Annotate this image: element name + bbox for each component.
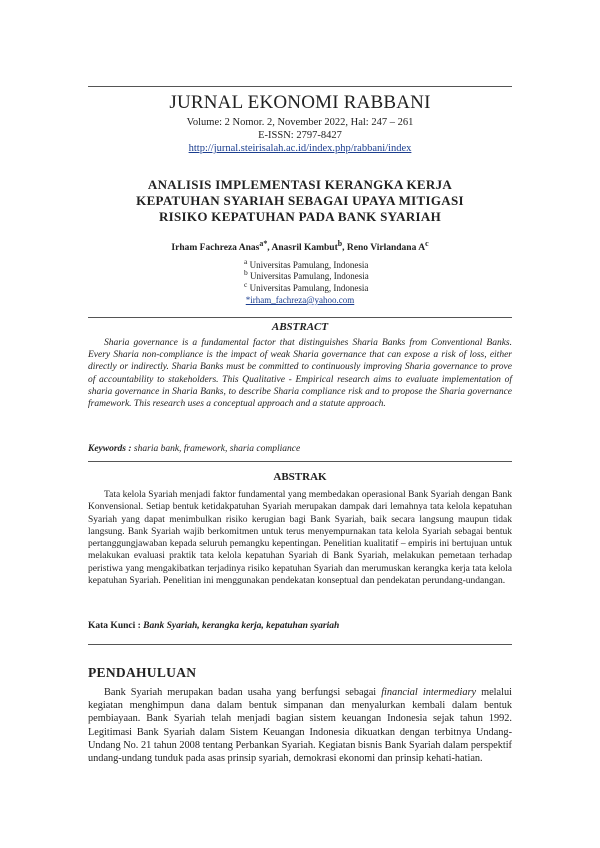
abstrak-indonesian-text: Tata kelola Syariah menjadi faktor fundamental yang membedakan operasional Bank Syariah dengan Bank Konvensional. Setiap bentuk ketidakpatuhan Syariah merupakan dampak dari lemahnya tata kelola kepatuhan Syariah yang dapat menimbulkan risiko kerugian bagi Bank Syariah, baik secara langsung maupun tidak langsung. Bank Syariah wajib berkomitmen untuk terus menyempurnakan tata kelola Syariah sebagai bentuk pertanggungjawaban kepada seluruh pemangku kepentingan. Penelitian kualitatif – empiris ini bertujuan untuk melakukan evaluasi praktik tata kelola kepatuhan Syariah di Bank Syariah, melakukan pemetaan terhadap peristiwa yang mengakibatkan terjadinya risiko kepatuhan Syariah dan merumuskan kerangka kerja tata kelola kepatuhan Syariah. Penelitian ini menggunakan pendekatan konseptual dan pendekatan perundang-undangan. <box>88 490 512 587</box>
abstrak-heading: ABSTRAK <box>273 471 327 483</box>
author-name: Irham Fachreza Anas <box>171 243 260 254</box>
author-superscript: b <box>337 239 343 248</box>
journal-name: JURNAL EKONOMI RABBANI <box>169 92 431 113</box>
affiliation-mark: c <box>244 280 248 289</box>
section-rule <box>88 644 512 645</box>
title-line: RISIKO KEPATUHAN PADA BANK SYARIAH <box>158 209 442 224</box>
author-superscript: c <box>425 239 429 248</box>
paragraph-text: melalui kegiatan menghimpun dana dalam bentuk simpanan dan menyalurkan kembali dalam bentuk pembiayaan. Bank Syariah telah menjadi bagian sistem keuangan Indonesia sejak tahun 1992. Legitimasi Bank Syariah dalam Sistem Keuangan Indonesia dikuatkan dengan terbitnya Undang-Undang No. 21 tahun 2008 tentang Perbankan Syariah. Kegiatan bisnis Bank Syariah dalam perspektif undang-undang tunduk pada asas prinsip syariah, demokrasi ekonomi dan prinsip kehati-hatian. <box>88 687 512 765</box>
author-name: , Reno Virlandana A <box>342 243 426 254</box>
keywords-line <box>88 444 300 454</box>
article-title <box>100 177 500 225</box>
paragraph-text: Bank Syariah merupakan badan usaha yang berfungsi sebagai <box>104 687 382 698</box>
kata-kunci-line <box>88 621 339 631</box>
paragraph-italic-term: financial intermediary <box>381 687 477 698</box>
journal-url-link[interactable]: http://jurnal.steirisalah.ac.id/index.php/rabbani/index <box>188 143 412 154</box>
keywords-value: sharia bank, framework, sharia compliance <box>133 444 301 454</box>
title-line: KEPATUHAN SYARIAH SEBAGAI UPAYA MITIGASI <box>136 193 464 208</box>
keywords-label: Keywords : <box>88 444 132 454</box>
body-paragraph <box>88 686 512 765</box>
abstrak-top-rule <box>88 461 512 462</box>
affiliation-text: Universitas Pamulang, Indonesia <box>249 283 369 293</box>
author-name: , Anasril Kambut <box>267 243 338 254</box>
header-rule <box>88 86 512 87</box>
issn-line: E-ISSN: 2797-8427 <box>258 130 342 141</box>
kata-kunci-label: Kata Kunci : <box>88 621 141 631</box>
abstract-heading: ABSTRACT <box>271 321 329 333</box>
affiliation <box>244 279 368 294</box>
kata-kunci-value: Bank Syariah, kerangka kerja, kepatuhan syariah <box>143 621 340 631</box>
abstract-english-text: Sharia governance is a fundamental factor that distinguishes Sharia Banks from Conventional Banks. Every Sharia non-compliance is the impact of weak Sharia governance that can expose a risk of loss, either directly or indirectly. Sharia Banks must be committed to continuously improving Sharia governance to prove of accountability to stakeholders. This Qualitative - Empirical research aims to evaluate implementation of sharia governance in Sharia Banks, to describe Sharia compliance risk and to propose the Sharia governance framework. This research uses a conceptual approach and a statute approach. <box>88 338 512 410</box>
affiliation-text: Universitas Pamulang, Indonesia <box>250 271 369 281</box>
affiliation-text: Universitas Pamulang, Indonesia <box>249 260 369 270</box>
author-superscript: a* <box>259 239 268 248</box>
affiliation-mark: b <box>244 268 248 277</box>
section-heading: PENDAHULUAN <box>88 665 197 680</box>
author-email-link[interactable]: *irham_fachreza@yahoo.com <box>245 295 355 305</box>
volume-line: Volume: 2 Nomor. 2, November 2022, Hal: 247 – 261 <box>186 117 414 128</box>
title-line: ANALISIS IMPLEMENTASI KERANGKA KERJA <box>147 177 453 192</box>
abstract-top-rule <box>88 317 512 318</box>
author-list <box>0 239 600 253</box>
affiliation-mark: a <box>244 257 248 266</box>
